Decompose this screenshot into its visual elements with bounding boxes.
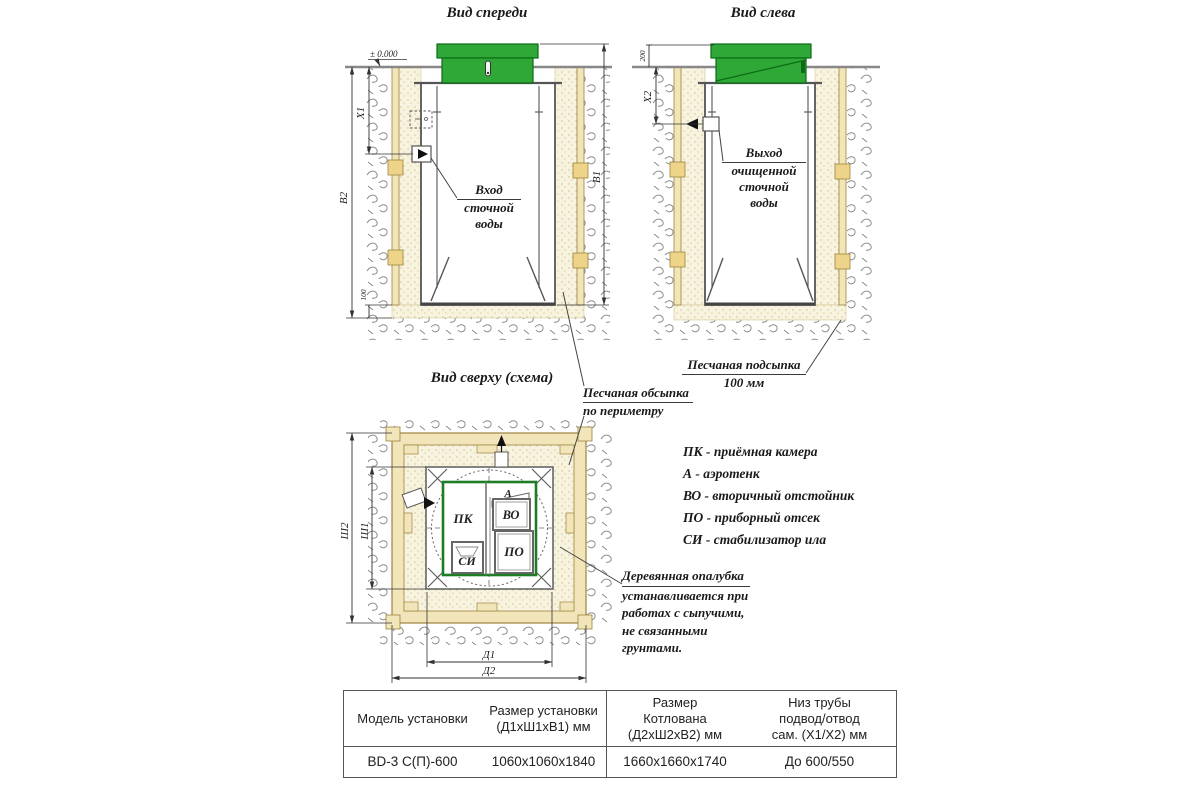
dim-Sh1-label: Ш1 [359, 522, 371, 540]
wood-plank [674, 67, 681, 305]
front-view-title: Вид спереди [446, 5, 528, 21]
spec-table-cell-pit-size: 1660х1660х1740 [606, 747, 743, 777]
legend-item: СИ - стабилизатор ила [683, 532, 827, 547]
top-view-drawing [335, 415, 635, 695]
compartment-si-label: СИ [458, 554, 476, 568]
dim-100-label: 100 [359, 289, 368, 301]
left-view-title: Вид слева [730, 5, 796, 21]
legend-item: ПО - приборный отсек [683, 510, 820, 525]
dim-X1-label: X1 [355, 106, 367, 120]
vent-stub [495, 452, 508, 467]
spec-table [343, 690, 897, 778]
dim-B2-label: В2 [338, 191, 350, 205]
dim-B1-label: В1 [591, 170, 603, 184]
dim-X2-label: X2 [642, 90, 654, 104]
dim-200-label: 200 [638, 50, 647, 62]
spec-table-header-unit-size: Размер установки (Д1хШ1хВ1) мм [481, 691, 606, 747]
inlet-callout: Вход сточной воды [457, 182, 521, 232]
spec-table-header-pipe-depth: Низ трубы подвод/отвод сам. (Х1/Х2) мм [743, 691, 896, 747]
compartment-vo-label: ВО [502, 508, 520, 522]
sand-backfill [399, 67, 421, 305]
lid-latch [801, 61, 805, 73]
compartment-pk-label: ПК [453, 511, 473, 526]
compartment-a-label: А [504, 488, 512, 500]
dim-Sh2-label: Ш2 [339, 522, 351, 540]
soil-hatch [366, 67, 392, 320]
legend-item: А - аэротенк [683, 466, 760, 481]
sand-bed [674, 305, 846, 320]
dim-D2-label: Д2 [482, 665, 496, 677]
lid-cap [437, 44, 538, 58]
legend [683, 441, 854, 551]
spec-table-cell-pipe-depth: До 600/550 [784, 754, 855, 769]
sand-backfill-callout: Песчаная обсыпка по периметру [583, 385, 693, 419]
spec-table-header-pit-size: Размер Котлована (Д2хШ2хВ2) мм [606, 691, 743, 747]
compartment-po-label: ПО [504, 544, 524, 559]
legend-item: ВО - вторичный отстойник [683, 488, 855, 503]
dim-D1-label: Д1 [482, 649, 496, 661]
level-mark-label: ± 0.000 [370, 49, 398, 59]
top-view-title: Вид сверху (схема) [430, 370, 554, 386]
sand-bed [392, 305, 584, 318]
legend-item: ПК - приёмная камера [683, 444, 818, 459]
outlet-callout: Выход очищенной сточной воды [722, 145, 806, 211]
spec-table-cell-model: BD-3 С(П)-600 [367, 754, 458, 769]
formwork-note: Деревянная опалубка устанавливается при работах с сыпучими, не связанными грунтами. [622, 568, 749, 655]
outlet-pipe [703, 117, 719, 131]
spec-table-header-model: Модель установки [344, 691, 481, 747]
sand-bed-callout: Песчаная подсыпка 100 мм [682, 357, 806, 391]
lid-cap [711, 44, 811, 58]
wood-plank [392, 67, 399, 305]
spec-table-cell-unit-size: 1060х1060х1840 [491, 754, 596, 769]
